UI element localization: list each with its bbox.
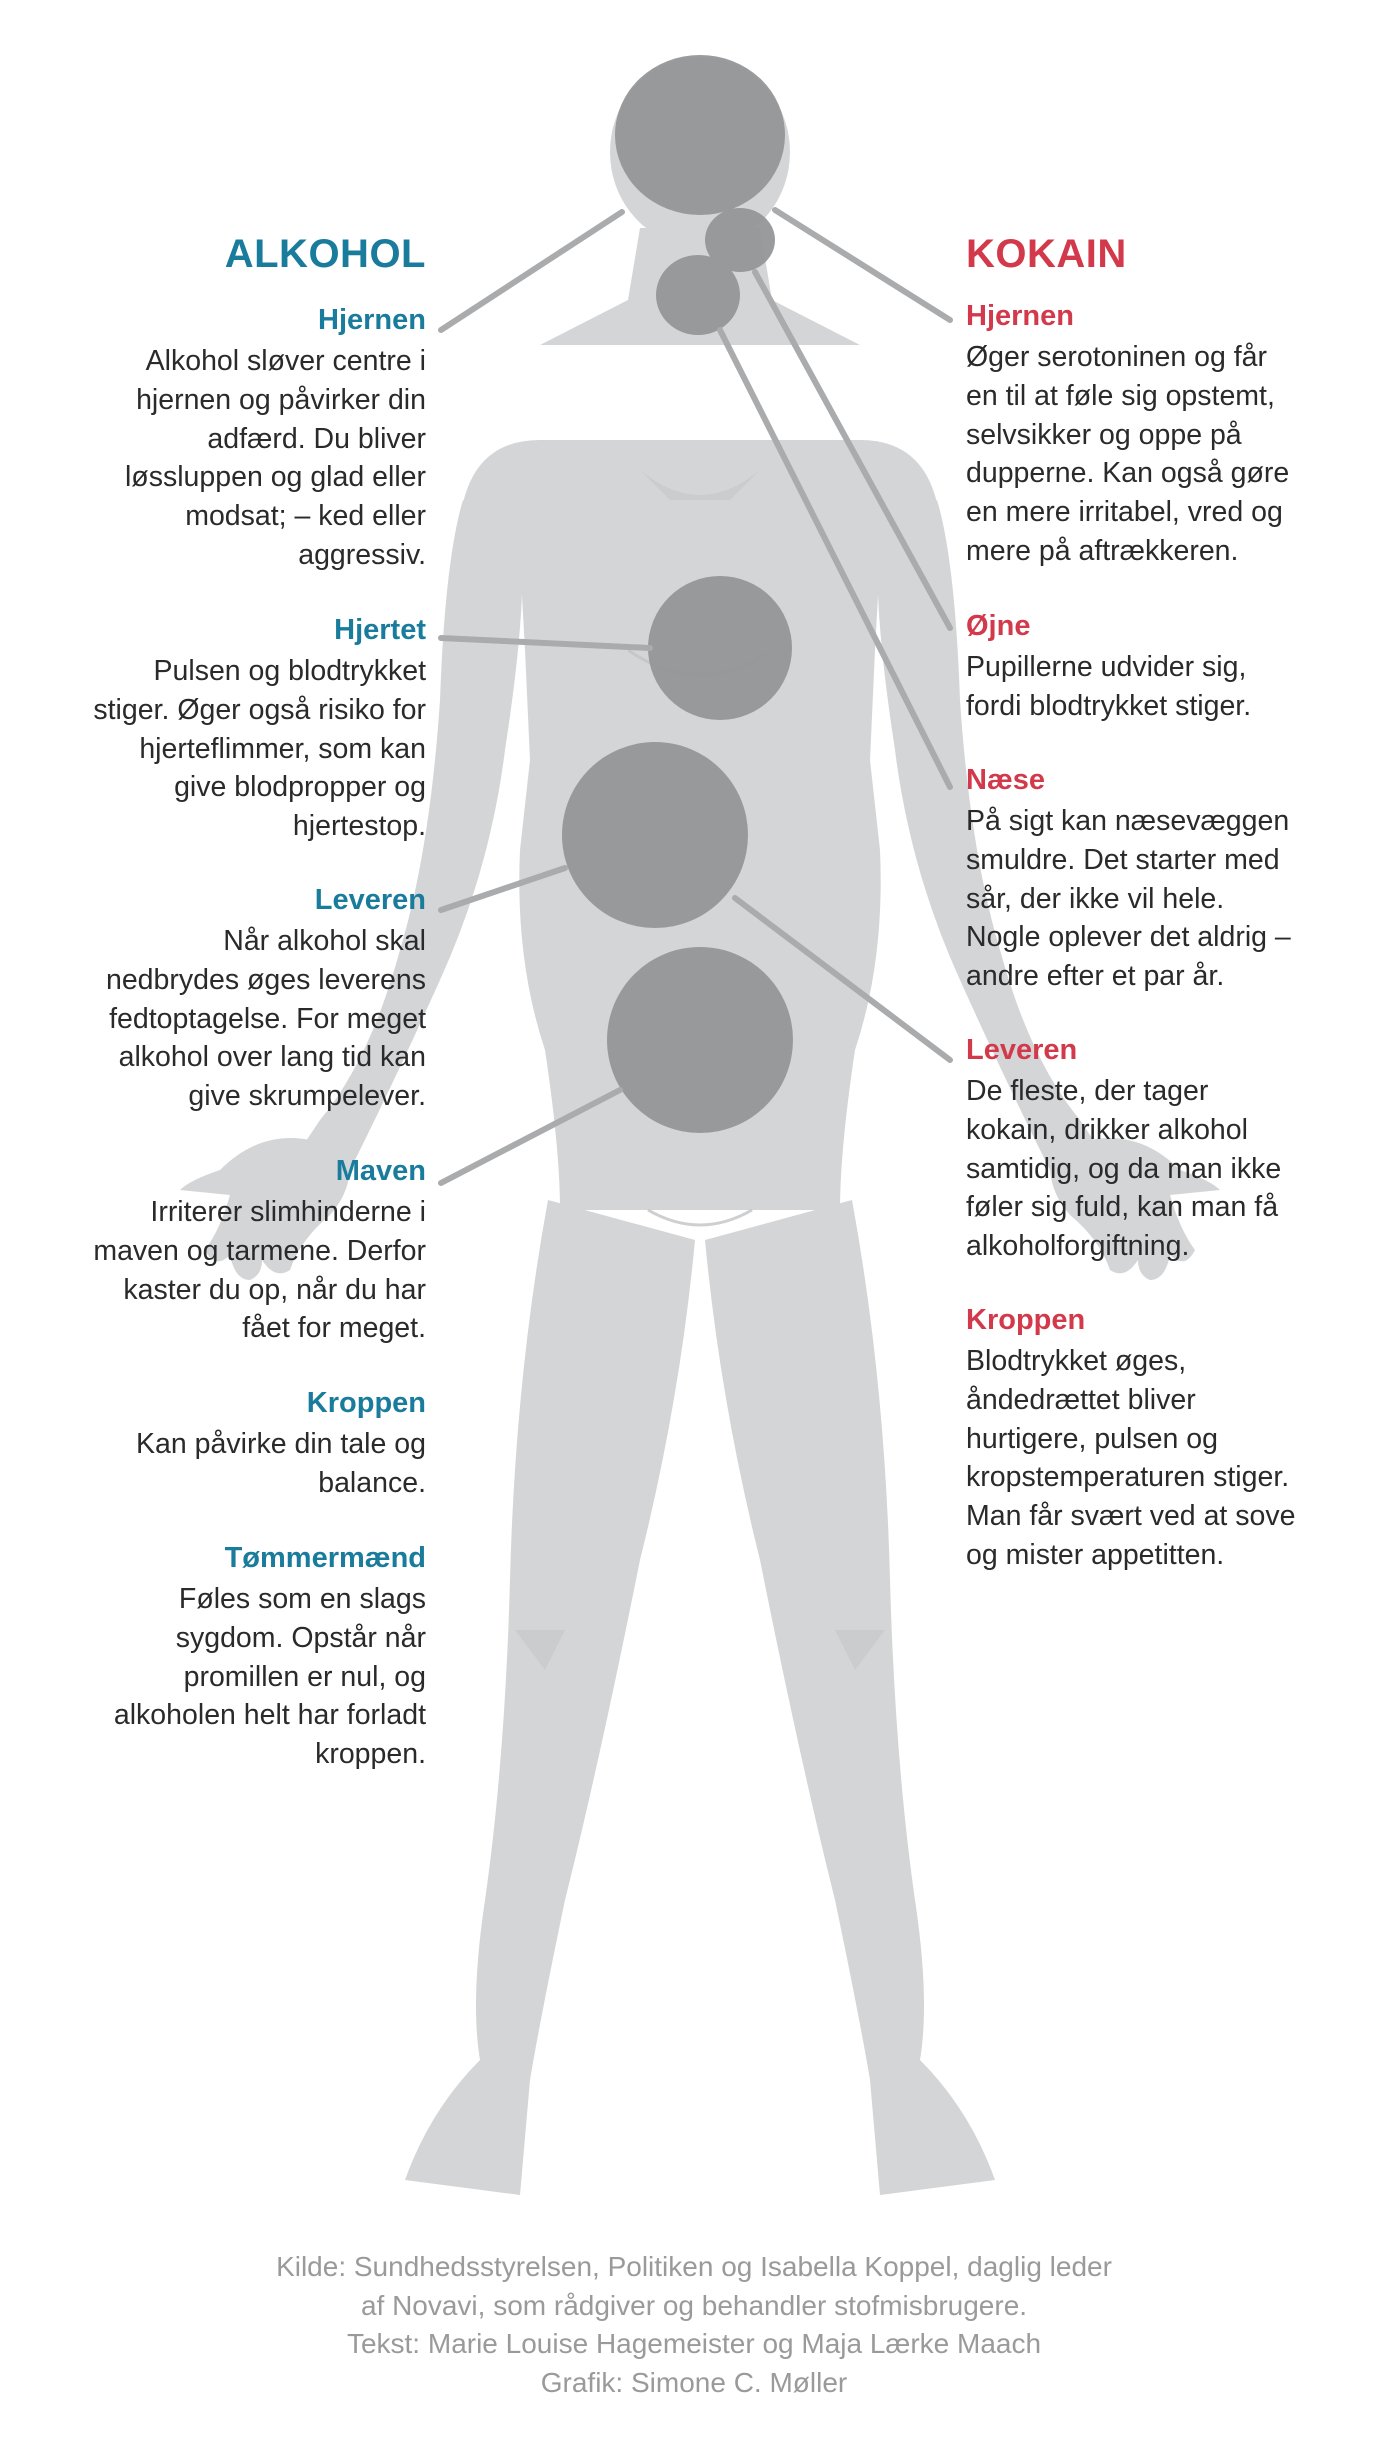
- section-heading: Hjernen: [966, 300, 1074, 332]
- text-line: hjertestop.: [292, 810, 426, 843]
- text-line: nedbrydes øges leverens: [105, 963, 426, 996]
- heart-organ: [648, 576, 792, 720]
- cocaine-section: [966, 1032, 1281, 1266]
- text-line: maven og tarmene. Derfor: [93, 1234, 426, 1267]
- section-heading: Hjertet: [334, 614, 426, 646]
- liver-organ: [562, 742, 748, 928]
- section-text: [106, 922, 426, 1116]
- text-line: Føles som en slags: [178, 1583, 426, 1615]
- text-line: fået for meget.: [242, 1312, 426, 1345]
- credits: [0, 2248, 1388, 2402]
- text-line: samtidig, og da man ikke: [966, 1152, 1282, 1185]
- section-text: [136, 1425, 426, 1503]
- text-line: Pupillerne udvider sig,: [966, 651, 1247, 683]
- section-heading: Øjne: [966, 610, 1031, 642]
- text-line: smuldre. Det starter med: [966, 843, 1280, 876]
- text-line: adfærd. Du bliver: [207, 422, 426, 455]
- section-text: [114, 1580, 426, 1774]
- section-text: [966, 648, 1251, 726]
- text-line: fedtoptagelse. For meget: [109, 1002, 426, 1035]
- text-line: åndedrættet bliver: [966, 1383, 1196, 1416]
- section-text: [966, 1072, 1281, 1266]
- credit-line: Kilde: Sundhedsstyrelsen, Politiken og Isabella Koppel, daglig leder: [276, 2251, 1112, 2282]
- text-line: løssluppen og glad eller: [124, 461, 426, 494]
- text-line: give skrumpelever.: [188, 1080, 426, 1113]
- section-text: [966, 802, 1291, 996]
- section-heading: Maven: [335, 1155, 426, 1187]
- text-line: balance.: [318, 1466, 426, 1499]
- text-line: selvsikker og oppe på: [966, 418, 1242, 451]
- alcohol-section: [114, 1540, 426, 1774]
- section-text: [966, 1342, 1295, 1575]
- credit-line: Tekst: Marie Louise Hagemeister og Maja Lærke Maach: [346, 2328, 1042, 2359]
- stomach-organ: [607, 947, 793, 1133]
- text-line: kokain, drikker alkohol: [966, 1113, 1248, 1146]
- alcohol-title: ALKOHOL: [224, 232, 426, 276]
- text-line: fordi blodtrykket stiger.: [966, 689, 1252, 722]
- text-line: På sigt kan næsevæggen: [966, 805, 1290, 837]
- text-line: en mere irritabel, vred og: [966, 496, 1283, 529]
- credit-line: Grafik: Simone C. Møller: [540, 2366, 848, 2398]
- text-line: Man får svært ved at sove: [966, 1500, 1296, 1533]
- section-heading: Leveren: [966, 1034, 1078, 1066]
- section-text: [93, 652, 426, 846]
- alcohol-section: [106, 882, 426, 1116]
- cocaine-section: [966, 1302, 1295, 1575]
- text-line: Kan påvirke din tale og: [136, 1428, 426, 1460]
- text-line: hjernen og påvirker din: [136, 383, 426, 416]
- text-line: en til at føle sig opstemt,: [966, 379, 1275, 412]
- section-heading: Kroppen: [966, 1304, 1086, 1336]
- text-line: Øger serotoninen og får: [966, 341, 1268, 373]
- text-line: Når alkohol skal: [223, 925, 426, 957]
- text-line: alkoholforgiftning.: [966, 1230, 1190, 1263]
- text-line: Pulsen og blodtrykket: [153, 655, 426, 687]
- cocaine-section: [966, 608, 1251, 726]
- text-line: kropstemperaturen stiger.: [966, 1461, 1290, 1494]
- nose-organ: [656, 255, 740, 335]
- text-line: De fleste, der tager: [966, 1075, 1209, 1107]
- text-line: sygdom. Opstår når: [175, 1621, 426, 1654]
- section-text: [966, 338, 1289, 571]
- right-leg: [705, 1200, 995, 2195]
- alcohol-section: [93, 612, 426, 846]
- credit-line: af Novavi, som rådgiver og behandler stofmisbrugere.: [360, 2289, 1028, 2321]
- text-line: Irriterer slimhinderne i: [150, 1196, 426, 1228]
- text-line: kroppen.: [315, 1738, 426, 1771]
- text-line: hjerteflimmer, som kan: [139, 732, 426, 765]
- left-leg: [405, 1200, 695, 2195]
- text-line: alkoholen helt har forladt: [113, 1699, 426, 1732]
- cocaine-title: KOKAIN: [966, 232, 1127, 276]
- text-line: kaster du op, når du har: [123, 1273, 426, 1306]
- brain-organ: [615, 55, 785, 215]
- alcohol-section: [136, 1385, 426, 1503]
- text-line: Blodtrykket øges,: [966, 1345, 1187, 1377]
- text-line: alkohol over lang tid kan: [118, 1041, 426, 1074]
- text-line: dupperne. Kan også gøre: [966, 457, 1290, 490]
- text-line: og mister appetitten.: [966, 1538, 1225, 1571]
- text-line: hurtigere, pulsen og: [966, 1422, 1218, 1455]
- text-line: stiger. Øger også risiko for: [93, 693, 426, 726]
- section-heading: Næse: [966, 764, 1045, 796]
- connector-cocaine-brain: [775, 210, 950, 320]
- text-line: sår, der ikke vil hele.: [966, 882, 1225, 915]
- text-line: Alkohol sløver centre i: [145, 345, 426, 377]
- section-heading: Kroppen: [306, 1387, 426, 1419]
- text-line: modsat; – ked eller: [185, 500, 426, 533]
- connector-alcohol-brain: [441, 212, 622, 330]
- text-line: mere på aftrækkeren.: [966, 534, 1239, 567]
- text-line: Nogle oplever det aldrig –: [966, 921, 1291, 954]
- cocaine-section: [966, 762, 1291, 996]
- text-line: andre efter et par år.: [966, 960, 1225, 993]
- section-text: [125, 342, 426, 575]
- text-line: promillen er nul, og: [183, 1660, 426, 1693]
- text-line: give blodpropper og: [174, 771, 426, 804]
- text-line: aggressiv.: [298, 538, 426, 571]
- section-heading: Hjernen: [318, 304, 426, 336]
- text-line: føler sig fuld, kan man få: [966, 1191, 1279, 1224]
- alcohol-section: [125, 302, 426, 575]
- alcohol-section: [93, 1153, 426, 1348]
- cocaine-section: [966, 298, 1289, 571]
- section-heading: Leveren: [314, 884, 426, 916]
- section-text: [93, 1193, 426, 1348]
- section-heading: Tømmermænd: [224, 1542, 426, 1574]
